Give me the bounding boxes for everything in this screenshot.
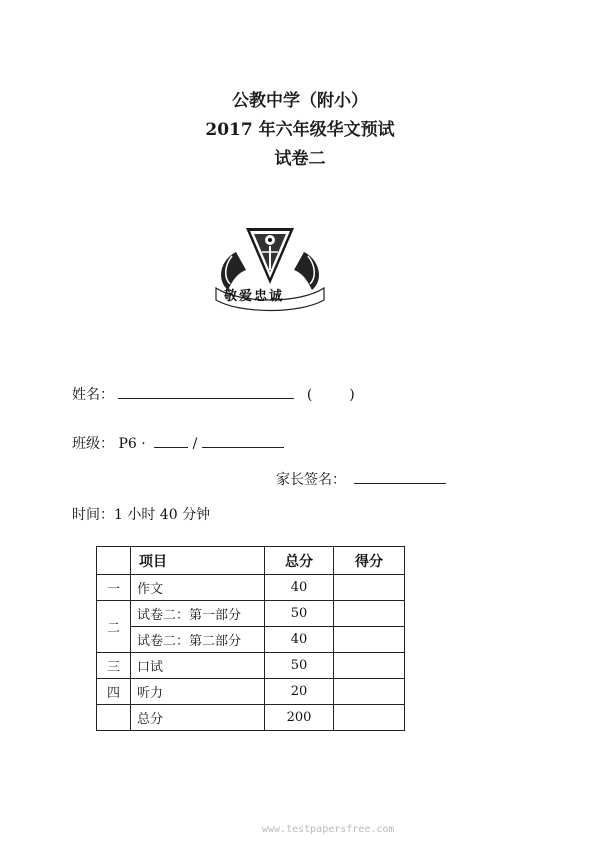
table-row xyxy=(97,653,405,679)
exam-title: 2017 年六年级华文预试 xyxy=(205,120,395,140)
table-header-score: 得分 xyxy=(334,547,405,575)
row-index: 四 xyxy=(97,679,131,705)
school-name: 公教中学（附小） xyxy=(232,91,368,111)
row-total: 20 xyxy=(265,679,334,705)
row-score-cell[interactable] xyxy=(334,679,405,705)
class-number-blank[interactable] xyxy=(202,446,284,448)
row-item: 口试 xyxy=(131,653,265,679)
index-paren-open: ( xyxy=(306,387,313,403)
row-score-cell[interactable] xyxy=(334,653,405,679)
name-label: 姓名： xyxy=(72,387,114,403)
table-row xyxy=(97,705,405,731)
table-header-item: 项目 xyxy=(131,547,265,575)
parent-sign-label: 家长签名： xyxy=(276,472,346,488)
class-prefix: P6 · xyxy=(118,436,146,452)
row-item: 作文 xyxy=(131,575,265,601)
row-total: 40 xyxy=(265,627,334,653)
class-label: 班级： xyxy=(72,436,114,452)
parent-sign-row xyxy=(276,469,446,489)
paper-title: 试卷二 xyxy=(274,149,326,169)
score-table xyxy=(96,546,405,731)
row-total: 50 xyxy=(265,653,334,679)
row-total: 50 xyxy=(265,601,334,627)
table-row xyxy=(97,627,405,653)
row-score-cell[interactable] xyxy=(334,575,405,601)
row-item: 试卷二：第二部分 xyxy=(131,627,265,653)
row-index: 三 xyxy=(97,653,131,679)
row-index xyxy=(97,705,131,731)
name-blank[interactable] xyxy=(118,397,294,399)
table-row xyxy=(97,679,405,705)
table-header-row xyxy=(97,547,405,575)
index-paren-close: ) xyxy=(349,387,355,403)
table-header-index xyxy=(97,547,131,575)
class-row xyxy=(72,433,284,453)
row-item: 听力 xyxy=(131,679,265,705)
footer-watermark: www.testpapersfree.com xyxy=(262,824,395,835)
time-text: 时间：1 小时 40 分钟 xyxy=(72,507,211,523)
row-item: 总分 xyxy=(131,705,265,731)
row-score-cell[interactable] xyxy=(334,705,405,731)
crest-motto: 敬爱忠诚 xyxy=(224,289,285,304)
row-score-cell[interactable] xyxy=(334,627,405,653)
class-separator: / xyxy=(192,436,198,452)
row-total: 40 xyxy=(265,575,334,601)
row-total: 200 xyxy=(265,705,334,731)
row-score-cell[interactable] xyxy=(334,601,405,627)
row-item: 试卷二：第一部分 xyxy=(131,601,265,627)
row-index: 二 xyxy=(97,601,131,653)
parent-sign-blank[interactable] xyxy=(354,482,446,484)
table-row xyxy=(97,601,405,627)
name-row xyxy=(72,384,355,404)
row-index: 一 xyxy=(97,575,131,601)
table-header-total: 总分 xyxy=(265,547,334,575)
table-row xyxy=(97,575,405,601)
class-blank[interactable] xyxy=(154,446,188,448)
